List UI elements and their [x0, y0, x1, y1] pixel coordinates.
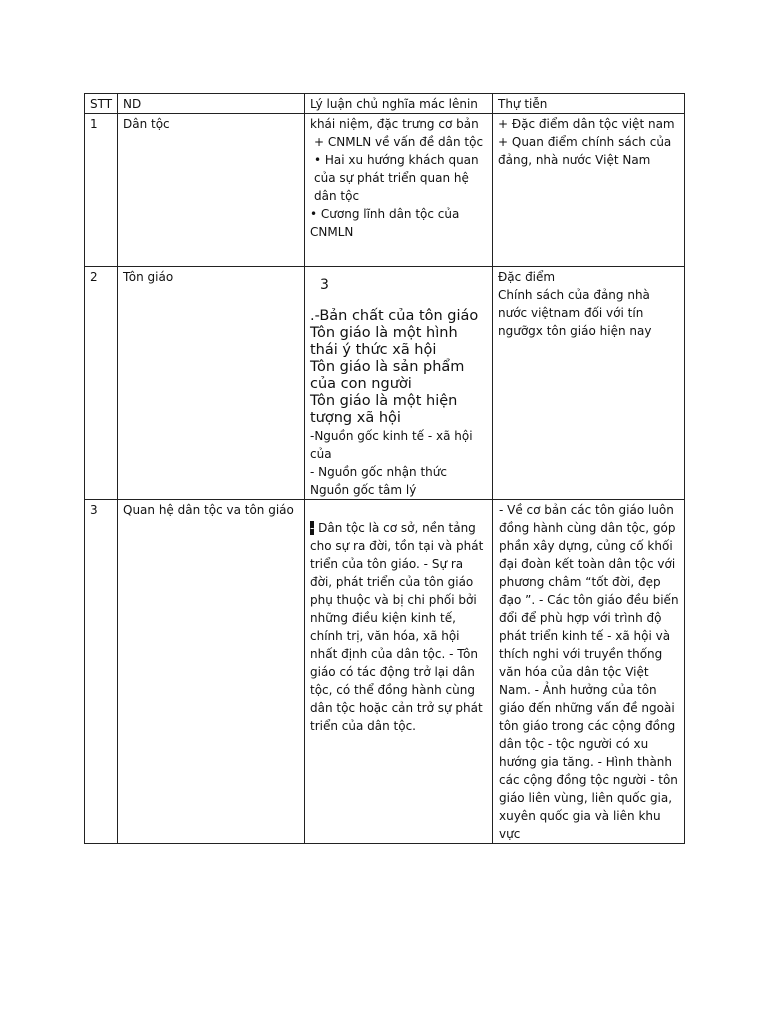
practice-line: Chính sách của đảng nhà nước việtnam đối với tín ngưỡgx tôn giáo hiện nay: [498, 288, 652, 338]
theory-line: khái niệm, đặc trưng cơ bản: [310, 117, 479, 131]
header-stt: STT: [85, 94, 118, 114]
theory-line: Tôn giáo là một hiện tượng xã hội: [310, 393, 458, 426]
cell-spacer: [310, 501, 487, 519]
theory-paragraph: Dân tộc là cơ sở, nền tảng cho sự ra đời, tồn tại và phát triển của tôn giáo. - Sự ra đời, phát triển của tôn giáo phụ thuộc và bị chi phối bởi những điều kiện kinh tế, chính trị, văn hóa, xã hội nhất định của dân tộc. - Tôn giáo có tác động trở lại dân tộc, có thể đồng hành cùng dân tộc hoặc cản trở sự phát triển của dân tộc.: [310, 521, 484, 733]
theory-line: Tôn giáo là một hình thái ý thức xã hội: [310, 325, 458, 358]
row-3-stt: 3: [85, 500, 118, 844]
header-nd: ND: [118, 94, 305, 114]
theory-line: .-Bản chất của tôn giáo: [310, 308, 479, 324]
row-1-stt: 1: [85, 114, 118, 267]
row-2-theory: [305, 267, 493, 500]
theory-line: -Nguồn gốc kinh tế - xã hội của: [310, 429, 473, 461]
table-row: [85, 267, 685, 500]
row-1-theory: [305, 114, 493, 267]
row-1-practice: + Đặc điểm dân tộc việt nam + Quan điểm chính sách của đảng, nhà nước Việt Nam: [493, 114, 685, 267]
theory-number: 3: [320, 277, 329, 293]
theory-line: Nguồn gốc tâm lý: [310, 483, 417, 497]
theory-line: - Nguồn gốc nhận thức: [310, 465, 447, 479]
table-row: [85, 500, 685, 844]
theory-line: • Cương lĩnh dân tộc của CNMLN: [310, 207, 460, 239]
table-header-row: [85, 94, 685, 114]
row-3-nd: Quan hệ dân tộc va tôn giáo: [118, 500, 305, 844]
row-1-nd: Dân tộc: [118, 114, 305, 267]
row-2-practice: [493, 267, 685, 500]
row-2-nd: Tôn giáo: [118, 267, 305, 500]
row-2-stt: 2: [85, 267, 118, 500]
theory-line: + CNMLN về vấn đề dân tộc: [314, 135, 484, 149]
row-3-practice: - Về cơ bản các tôn giáo luôn đồng hành cùng dân tộc, góp phần xây dựng, củng cố khối đại đoàn kết toàn dân tộc với phương châm “tốt đời, đẹp đạo ”. - Các tôn giáo đều biến đổi để phù hợp với trình độ phát triển kinh tế - xã hội và thích nghi với truyền thống văn hóa của dân tộc Việt Nam. - Ảnh hưởng của tôn giáo đến những vấn đề ngoài tôn giáo trong các cộng đồng dân tộc - tộc người có xu hướng gia tăng. - Hình thành các cộng đồng tộc người - tôn giáo liên vùng, liên quốc gia, xuyên quốc gia và liên khu vực: [493, 500, 685, 844]
theory-line: • Hai xu hướng khách quan của sự phát triển quan hệ dân tộc: [314, 153, 479, 203]
text-cursor-highlight: -: [310, 521, 315, 535]
theory-line: Tôn giáo là sản phẩm của con người: [310, 359, 465, 392]
header-practice: Thự tiễn: [493, 94, 685, 114]
practice-line: Đặc điểm: [498, 270, 556, 284]
row-3-theory: [305, 500, 493, 844]
header-theory: Lý luận chủ nghĩa mác lênin: [305, 94, 493, 114]
content-table: [84, 93, 685, 844]
table-row: [85, 114, 685, 267]
